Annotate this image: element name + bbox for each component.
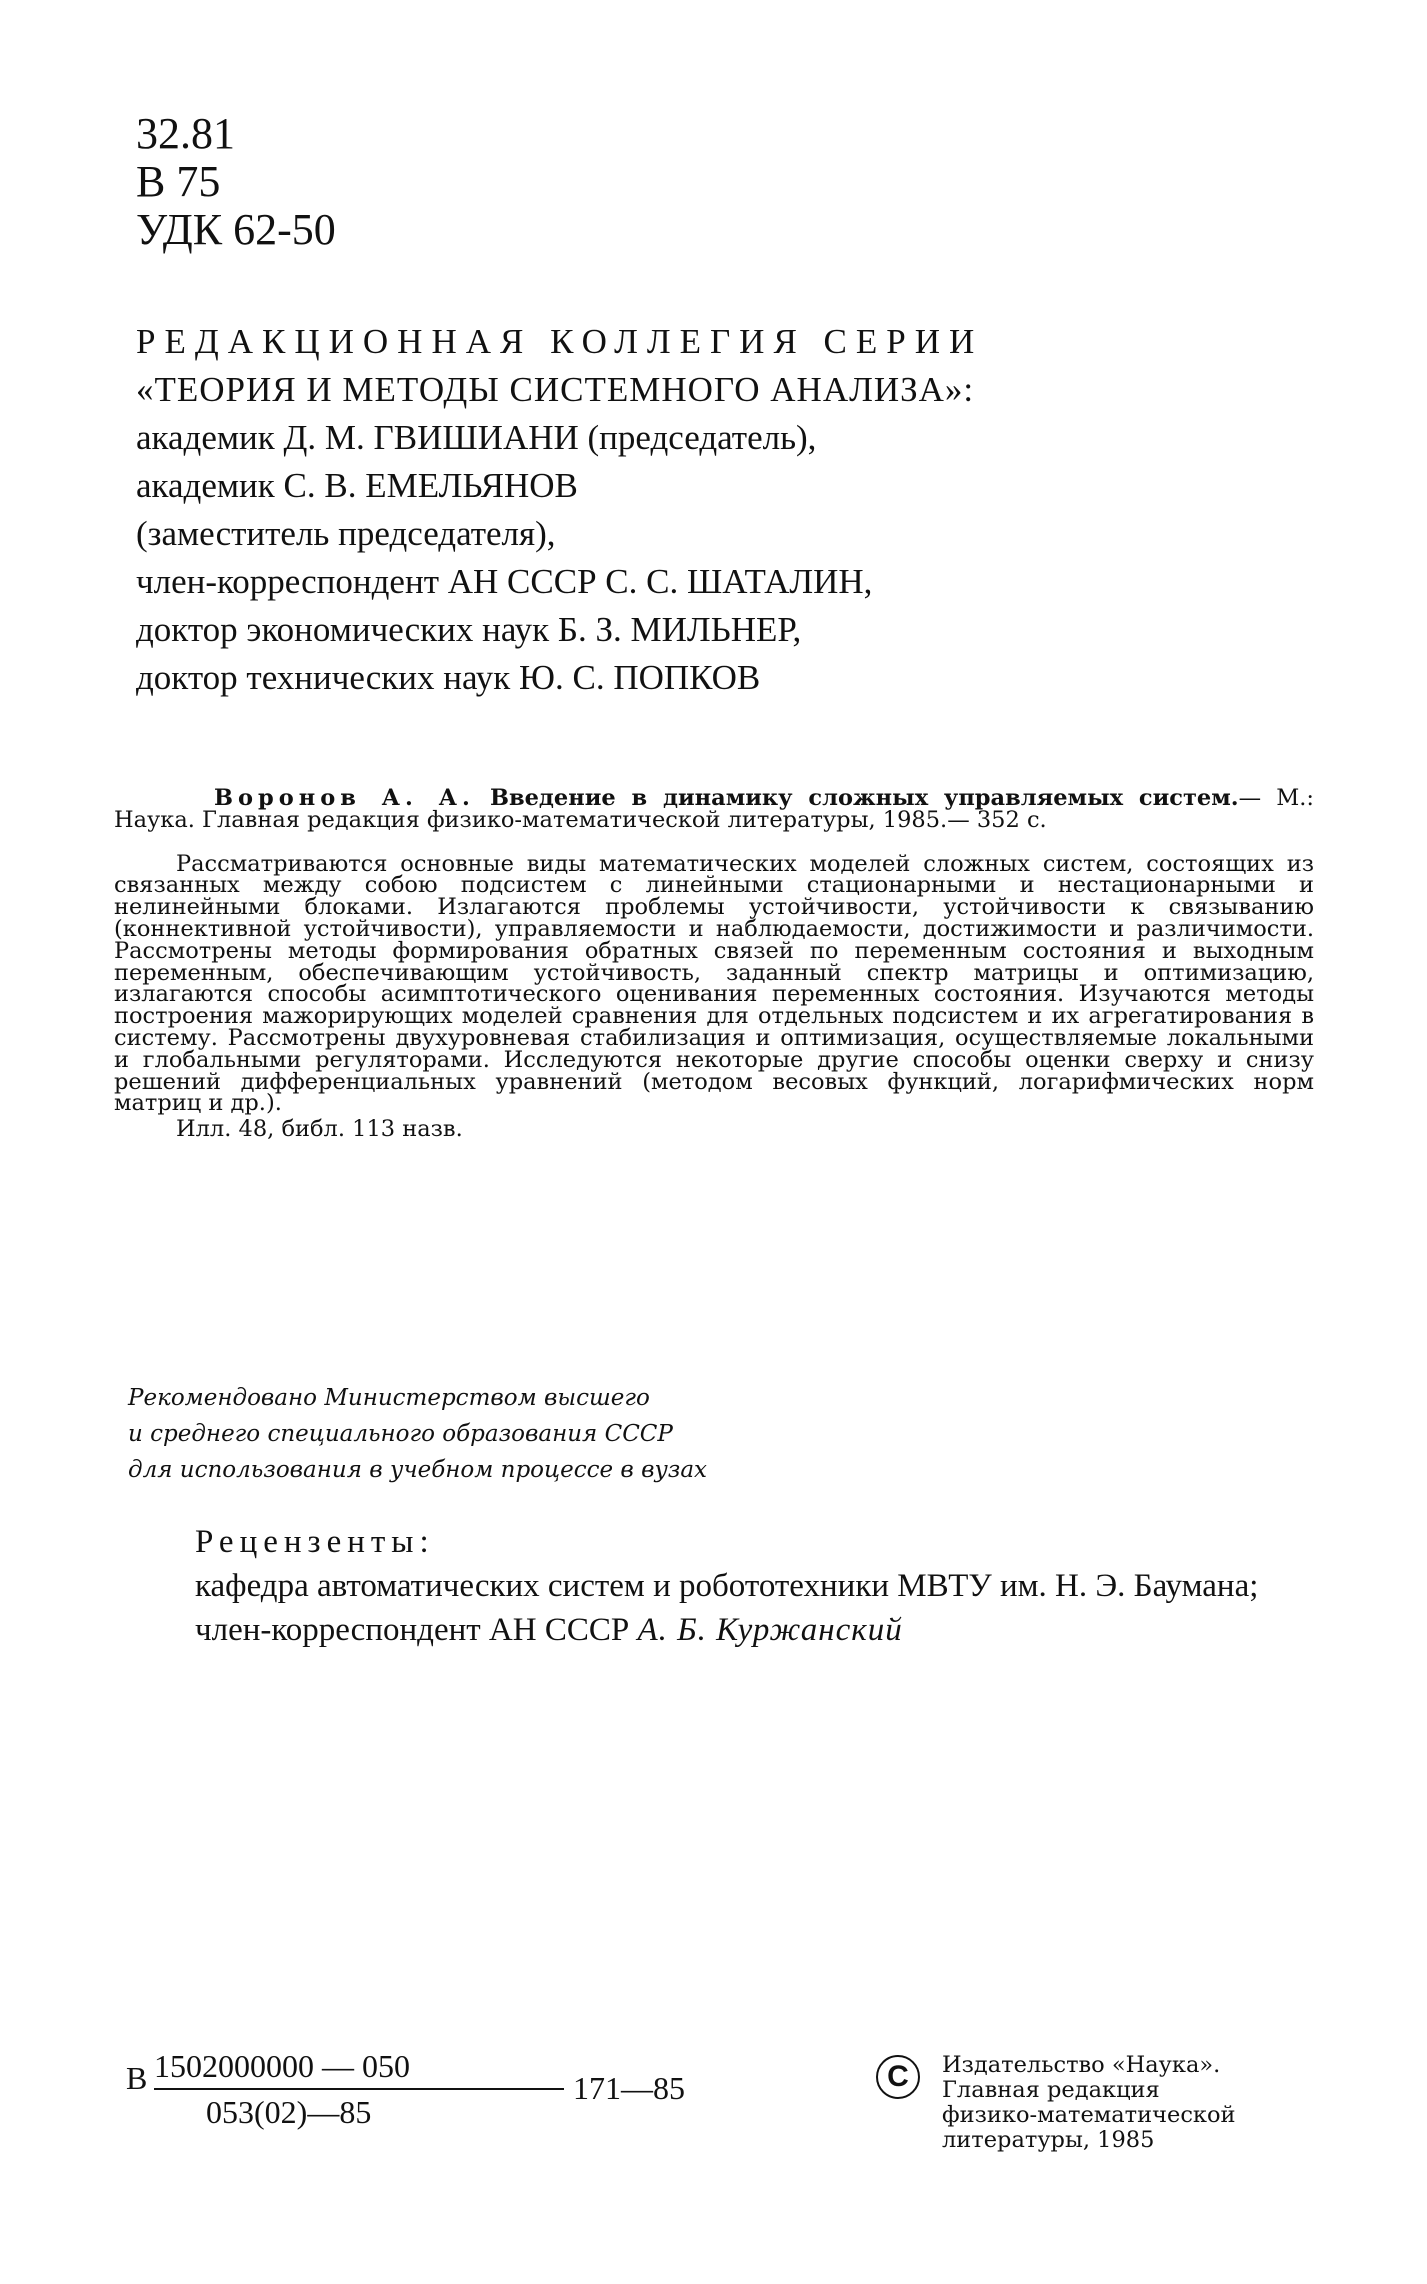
bbk-code: 32.81 bbox=[136, 109, 235, 158]
bibliographic-reference bbox=[114, 785, 1314, 833]
board-member: член-корреспондент АН СССР С. С. ШАТАЛИН, bbox=[136, 562, 873, 601]
code-numerator: 1502000000 — 050 bbox=[154, 2048, 410, 2084]
reviewers-heading: Рецензенты: bbox=[195, 1524, 435, 1560]
publisher-line: Издательство «Наука». bbox=[942, 2052, 1221, 2078]
book-title: Введение в динамику сложных управляемых систем. bbox=[489, 785, 1239, 811]
recommendation-line: Рекомендовано Министерством высшего bbox=[128, 1385, 650, 1411]
code-letter: В bbox=[126, 2060, 148, 2096]
author-mark: В 75 bbox=[136, 157, 221, 206]
publication-code bbox=[126, 2048, 685, 2158]
publisher-line: физико-математической bbox=[942, 2102, 1236, 2128]
code-suffix: 171—85 bbox=[573, 2070, 685, 2106]
publisher-line: литературы, 1985 bbox=[942, 2127, 1155, 2153]
recommendation-line: и среднего специального образования СССР bbox=[128, 1421, 673, 1447]
board-heading: РЕДАКЦИОННАЯ КОЛЛЕГИЯ СЕРИИ bbox=[136, 322, 984, 361]
illustrations-count: Илл. 48, библ. 113 назв. bbox=[176, 1116, 463, 1143]
publisher-info bbox=[942, 2053, 1322, 2153]
reviewer-person bbox=[110, 1608, 1326, 1652]
board-member: доктор технических наук Ю. С. ПОПКОВ bbox=[136, 658, 761, 697]
recommendation-line: для использования в учебном процессе в вузах bbox=[128, 1457, 708, 1483]
series-name: «ТЕОРИЯ И МЕТОДЫ СИСТЕМНОГО АНАЛИЗА»: bbox=[136, 370, 975, 409]
copyright-icon: С bbox=[876, 2055, 920, 2099]
copyright-block bbox=[876, 2053, 1316, 2183]
bibliographic-abstract bbox=[114, 785, 1314, 1143]
reviewers-section bbox=[110, 1520, 1326, 1652]
udc-code: УДК 62-50 bbox=[136, 205, 336, 254]
board-member: доктор экономических наук Б. З. МИЛЬНЕР, bbox=[136, 610, 802, 649]
classification-codes bbox=[136, 110, 336, 254]
abstract-summary: Рассматриваются основные виды математических моделей сложных систем, состоящих из связанных между собою подсистем с линейными стационарными и нестационарными и нелинейными блоками. Излагаются проблемы устойчивости, устойчивости к связыванию (коннективной устойчивости), управляемости и наблюдаемости, достижимости и различимости. Рассмотрены методы формирования обратных связей по переменным состояния и выходным переменным, обеспечивающим устойчивость, заданный спектр матрицы и оптимизацию, излагаются способы асимптотического оценивания переменных состояния. Изучаются методы построения мажорирующих моделей сравнения для отдельных подсистем и их агрегатирования в систему. Рассмотрены двухуровневая стабилизация и оптимизация, осуществляемые локальными и глобальными регуляторами. Исследуются некоторые другие способы оценки сверху и снизу решений дифференциальных уравнений (методом весовых функций, логарифмических норм матриц и др.). bbox=[114, 850, 1314, 1117]
board-member: (заместитель председателя), bbox=[136, 514, 556, 553]
publisher-line: Главная редакция bbox=[942, 2077, 1160, 2103]
fraction-line bbox=[154, 2088, 564, 2090]
reviewer-title: член-корреспондент АН СССР bbox=[195, 1612, 630, 1648]
reviewer-name: А. Б. Куржанский bbox=[637, 1612, 903, 1648]
book-author: Воронов А. А. bbox=[214, 785, 475, 811]
board-member: академик Д. М. ГВИШИАНИ (председатель), bbox=[136, 418, 817, 457]
editorial-board bbox=[136, 318, 1136, 702]
publication-info: — М.: Наука. Главная редакция физико-математической литературы, 1985.— 352 с. bbox=[114, 785, 1314, 833]
reviewer-department: кафедра автоматических систем и робототехники МВТУ им. Н. Э. Баумана; bbox=[195, 1568, 1259, 1604]
board-member: академик С. В. ЕМЕЛЬЯНОВ bbox=[136, 466, 578, 505]
code-denominator: 053(02)—85 bbox=[206, 2094, 372, 2130]
ministry-recommendation bbox=[128, 1380, 1128, 1488]
